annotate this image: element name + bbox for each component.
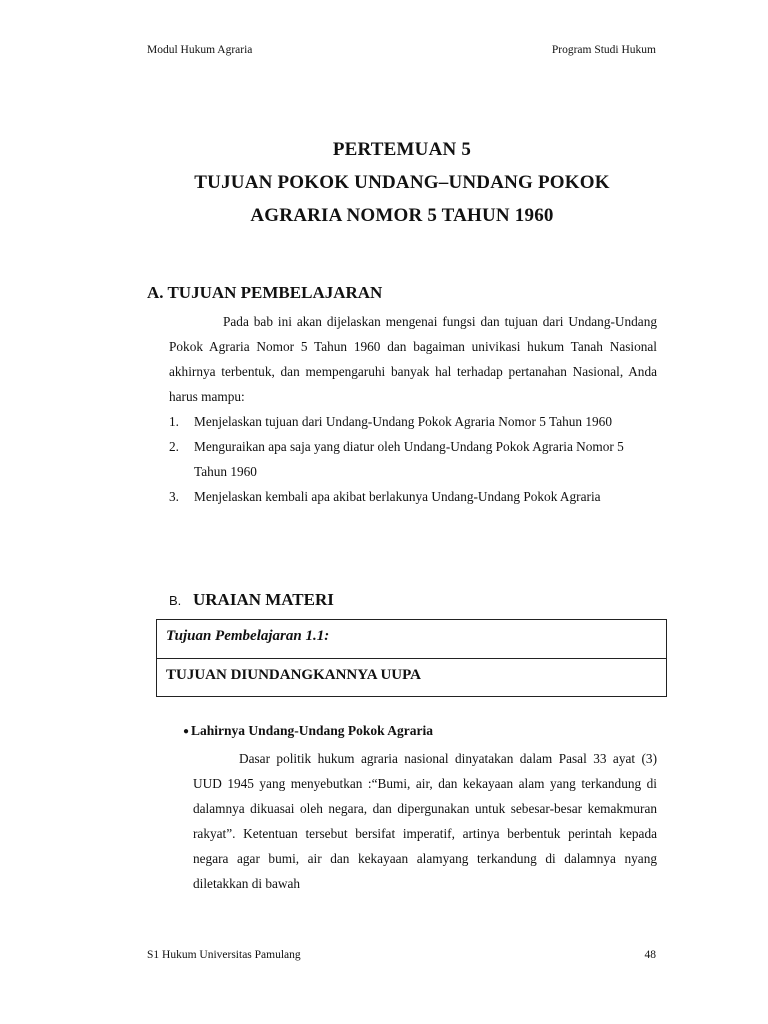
running-header-left: Modul Hukum Agraria <box>147 44 253 56</box>
objective-text: Menguraikan apa saja yang diatur oleh Undang-Undang Pokok Agraria Nomor 5 Tahun 1960 <box>194 439 624 479</box>
section-b-heading <box>169 590 334 610</box>
learning-objective-subtitle: Tujuan Pembelajaran 1.1: <box>157 620 666 659</box>
footer-left: S1 Hukum Universitas Pamulang <box>147 949 301 961</box>
objectives-list <box>169 409 657 509</box>
section-b-body-text: Dasar politik hukum agraria nasional dinyatakan dalam Pasal 33 ayat (3) UUD 1945 yang menyebutkan :“Bumi, air, dan kekayaan alam yang terkandung di dalamnya dikuasai oleh negara, dan dipergunakan untuk sebesar-besar kemakmuran rakyat”. Ketentuan tersebut bersifat imperatif, artinya berbentuk perintah kepada negara agar bumi, air dan kekayaan alamyang terkandung di dalamnya nyang diletakkan di bawah <box>193 751 657 891</box>
bullet-heading <box>183 723 433 739</box>
running-header-right: Program Studi Hukum <box>551 44 656 56</box>
objective-text: Menjelaskan kembali apa akibat berlakunya Undang-Undang Pokok Agraria <box>194 489 601 504</box>
objective-item <box>169 484 657 509</box>
objective-item <box>169 434 657 484</box>
bullet-icon: ● <box>183 726 190 737</box>
chapter-title-line-1: TUJUAN POKOK UNDANG–UNDANG POKOK <box>194 172 610 193</box>
section-b-body <box>193 746 657 896</box>
chapter-title-line-2: AGRARIA NOMOR 5 TAHUN 1960 <box>250 205 554 226</box>
section-b-label: URAIAN MATERI <box>193 590 334 609</box>
learning-objective-topic: TUJUAN DIUNDANGKANNYA UUPA <box>166 667 422 683</box>
chapter-number: PERTEMUAN 5 <box>332 139 472 160</box>
bullet-heading-text: Lahirnya Undang-Undang Pokok Agraria <box>191 723 433 738</box>
objective-number: 1. <box>169 414 179 429</box>
section-a-intro-text: Pada bab ini akan dijelaskan mengenai fungsi dan tujuan dari Undang-Undang Pokok Agraria Nomor 5 Tahun 1960 dan bagaiman univikasi hukum Tanah Nasional akhirnya terbentuk, dan mempengaruhi banyak hal terhadap pertanahan Nasional, Anda harus mampu: <box>169 314 657 404</box>
objective-number: 3. <box>169 489 179 504</box>
section-a-heading: A. TUJUAN PEMBELAJARAN <box>147 283 383 302</box>
section-a-intro <box>169 309 657 409</box>
page-number: 48 <box>644 949 656 961</box>
objective-number: 2. <box>169 439 179 454</box>
objective-text: Menjelaskan tujuan dari Undang-Undang Pokok Agraria Nomor 5 Tahun 1960 <box>194 414 612 429</box>
learning-objective-box <box>156 619 667 697</box>
objective-item <box>169 409 657 434</box>
section-b-letter: B. <box>169 593 182 608</box>
